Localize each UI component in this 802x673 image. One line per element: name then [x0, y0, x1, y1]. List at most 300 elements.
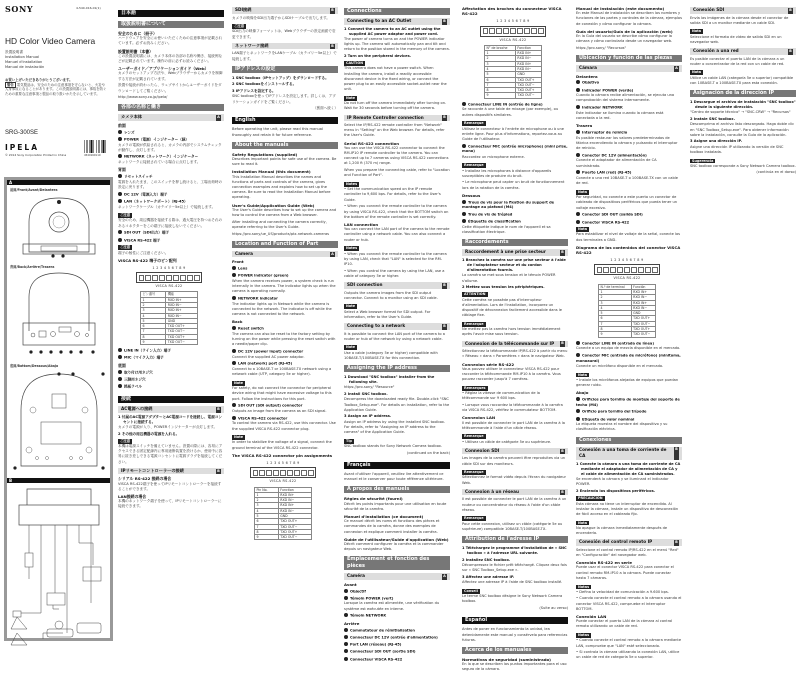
number-bullet-icon — [232, 296, 236, 300]
part-item — [576, 397, 682, 408]
number-bullet-icon — [118, 174, 122, 178]
numbered-step: 1 Download "SNC toolbox" installer from the following site. — [344, 375, 435, 385]
pin-function: RXD IN− — [515, 56, 541, 61]
figure-reference: B — [443, 18, 446, 23]
language-heading: 接続 — [118, 396, 224, 403]
figure-reference: A — [443, 574, 446, 579]
numbered-step: 1 SNC toolbox（IPセットアップ）をダウンロードする。 — [232, 75, 329, 80]
part-item — [118, 348, 224, 354]
body-text: ネットワークケーブル（カテゴリー5e以上）で接続します。 — [118, 204, 216, 209]
pin-function: TXD OUT− — [278, 535, 311, 540]
numbered-step: 1 Connect the camera to an AC outlet using the supplied AC power adaptor and power cord. — [344, 26, 441, 36]
part-name: LAN (network) port (RJ-45) — [238, 361, 293, 366]
figure-reference: B — [443, 323, 446, 328]
topic-heading: Serial RS-422 connection — [344, 140, 399, 146]
body-text: After installing and connecting the camera correctly, operate referring to the User's Guide. — [232, 219, 327, 229]
body-text: En la que se describen los puntos importantes para el uso seguro de la cámara. — [462, 662, 567, 672]
body-text: ハードウェアを安全にお使いいただくための注意事項が記載されています。必ずお読みください。 — [118, 36, 223, 46]
number-bullet-icon — [344, 589, 348, 593]
connector-plug-icon — [136, 272, 202, 283]
body-text: ネットワークに接続されている場合に点灯します。 — [118, 160, 201, 165]
part-item — [576, 353, 682, 364]
topic-heading: 前面 — [118, 122, 126, 128]
pin-number: 9 — [141, 339, 166, 344]
body-text: • Utilisez un câble de catégorie 5e ou supérieure. — [462, 439, 552, 444]
topic-heading: Diagrama de los contenidos del conector VISCA RS-422 — [576, 244, 681, 256]
body-text: Connect the supplied AC power adaptor. — [232, 354, 305, 359]
connector-label: VISCA RS-422 — [269, 479, 297, 484]
number-bullet-icon — [118, 192, 122, 196]
body-text: The camera can also be reset to the factory setting by turning on the power while pressing the reset switch with a needle/paper clip. — [232, 331, 336, 347]
section-heading: À propos des manuels — [344, 486, 450, 493]
topic-heading: Règles de sécurité (fourni) — [344, 496, 403, 502]
body-text: Envía las imágenes de la cámara desde el conector de salida SDI a un monitor mediante un cable SDI. — [690, 15, 789, 25]
topic-heading: Back — [232, 319, 243, 325]
body-text: Asigne una dirección IP utilizando la versión de SNC toolbox instalada. — [690, 144, 784, 154]
part-name: Connecteur MIC (entrée microphone) (mini prise, mono) — [462, 144, 568, 154]
camera-bottom-illustration — [7, 370, 110, 474]
pin-function: GND — [278, 513, 311, 518]
illustration-panel — [4, 177, 113, 641]
part-name: Orificio para tornillo del trípode — [582, 409, 647, 414]
note-block — [344, 437, 450, 444]
note-label: ご注意 — [234, 24, 245, 29]
subsection-title: ネットワーク接続 — [235, 42, 269, 48]
number-bullet-icon — [344, 635, 348, 639]
body-text: • When you connect the remote controller to the camera by using VISCA RS-422, check that the BOTTOM switch on the bottom of the remote controller is set correctly. — [344, 204, 449, 219]
figure-reference: B — [674, 447, 679, 459]
subsection-heading — [232, 43, 338, 50]
pin-function: TXD OUT− — [278, 524, 311, 529]
number-bullet-icon — [344, 596, 348, 600]
number-bullet-icon — [462, 212, 466, 216]
pin-row — [599, 332, 656, 337]
topic-heading: 設置説明書（本書） — [118, 48, 154, 54]
subsection-title: SDI接続 — [235, 7, 252, 12]
body-text: この設置説明書には、カメラ本体の各部の名称や働き、接続例などが記載されています。操作の前に必ずお読みください。 — [118, 53, 223, 64]
number-bullet-icon — [118, 355, 122, 359]
subsection-title: IPリモートコントローラーの接続 — [121, 467, 184, 473]
part-item — [344, 642, 450, 648]
subsection-heading — [118, 468, 224, 475]
body-text: Conecte a una red 10BASE-T o 100BASE-TX con un cable de red. — [576, 176, 678, 186]
part-name: Étiquette de classification — [468, 219, 521, 224]
manual-column — [232, 4, 338, 642]
numbered-step: 1 付属のAC電源アダプターとAC電源コードを接続し、電源コンセントに接続する。 — [118, 414, 222, 424]
topic-heading: 安全のために（冊子） — [118, 31, 157, 36]
note-label: ご注意 — [120, 438, 131, 443]
body-text: Se encenderá la cámara y se iluminará el indicador POWER. — [576, 477, 669, 487]
part-name: LAN（ネットワークポート）（RJ-45） — [124, 199, 188, 204]
number-bullet-icon — [576, 353, 580, 357]
topic-heading: Affectation des broches du connecteur VISCA RS-422 — [462, 6, 562, 17]
pin-number: 5 — [141, 318, 166, 323]
subsection-heading — [118, 406, 224, 413]
continued-label: （裏面へ続く） — [312, 106, 338, 111]
topic-heading: Front — [232, 259, 244, 265]
pin-function: TXD OUT− — [631, 332, 655, 337]
pin-number: 6 — [599, 316, 632, 321]
topic-heading: Connexion LAN — [462, 415, 496, 421]
part-name: Orificios para tornillo de montaje del soporte de techo (M4) — [576, 397, 680, 407]
document-code: 4-540-016-01(1) — [76, 6, 101, 10]
pin-number: 7 — [141, 329, 166, 334]
barcode — [84, 140, 108, 153]
section-heading: Attribution de l'adresse IP — [462, 536, 568, 543]
pin-number: 6 — [485, 77, 516, 82]
number-bullet-icon — [118, 230, 122, 234]
back-view-caption: 背面/Back/Arrière/Trasera — [10, 265, 55, 269]
body-text: カメラの電源が供給されると、カメラの内部でシステムチェックが動作し、点灯します。 — [118, 142, 222, 152]
pin-function: GND — [515, 72, 541, 77]
note-block — [576, 225, 682, 232]
part-item — [118, 377, 224, 383]
body-text: Para estabilizar el nivel de voltaje de la señal, conecte los dos terminales a GND. — [576, 232, 681, 242]
pin-number: 7 — [255, 524, 279, 529]
topic-heading: シリアル RS-422 接続の場合 — [118, 476, 172, 482]
figure-reference: B — [675, 539, 678, 544]
subtitle: Manuel d'installation — [5, 60, 43, 64]
subsection-title: Conexión del control remoto IP — [579, 539, 653, 545]
number-bullet-icon — [118, 348, 122, 352]
number-bullet-icon — [232, 326, 236, 330]
pin-function: RXD IN+ — [515, 61, 541, 66]
figure-reference: A — [331, 251, 334, 256]
topic-heading: Conexión RS-422 en serie — [576, 560, 633, 566]
pin-function: TXD OUT+ — [631, 316, 655, 321]
warning-label: 警告 — [7, 82, 14, 87]
note-block — [344, 94, 450, 101]
note-block — [690, 68, 796, 75]
part-name: POWER indicator (green) — [238, 273, 289, 278]
body-text: Es posible restaurar los valores predeterminados de fábrica encendiendo la cámara y pulsando el interruptor de reinicio. — [576, 135, 678, 151]
body-text: Puede conectar el puerto LAN de la cámara al control remoto utilizando un cable de red. — [576, 619, 673, 629]
pin-number: 3 — [599, 300, 632, 305]
body-text: For safety, do not connect the connector for peripheral device wiring that might have excessive voltage to this port. Follow the instructions for this port. — [232, 386, 332, 401]
note-block — [118, 437, 224, 444]
body-text: Descomprima el archivo listo descargado. Haga doble clic en "SNC Toolbox_Setup.exe". Para obtener información sobre la instalación, consulte la Guía de la aplicación. — [690, 122, 795, 137]
body-text: In order to stabilize the voltage of a signal, connect the ground terminal of the VISCA RS-422 connector. — [232, 440, 332, 450]
sony-logo: SONY — [5, 4, 34, 14]
pin-number: 2 — [485, 56, 516, 61]
number-bullet-icon — [118, 137, 122, 141]
body-text: カメラのセットアップ方法や、Webブラウザーからカメラを制御する方法が記載されています。 — [118, 71, 223, 81]
subtitle: Installation Manual — [5, 55, 40, 59]
part-item — [462, 144, 568, 155]
body-text: En este Manual de instalación se describen los nombres y funciones de las partes y controles de la cámara, ejemplos de conexión y cómo configurar la cámara. — [576, 11, 682, 26]
pin-assignment-diagram — [244, 461, 322, 540]
number-bullet-icon — [462, 144, 466, 148]
body-text: • Defina la velocidad de comunicación a 9.600 bps. — [576, 589, 669, 594]
number-bullet-icon — [232, 273, 236, 277]
part-name: Connecteur DC 12V (entrée d'alimentation) — [350, 635, 438, 640]
part-name: Lens — [238, 266, 248, 271]
subsection-title: IP Remote Controller connection — [347, 114, 424, 120]
pin-number: 7 — [599, 321, 632, 326]
part-name: NETWORK（ネットワーク）インジケーター — [124, 154, 199, 159]
note-label: Notes — [346, 246, 358, 251]
section-heading: IPアドレスの設定 — [232, 66, 338, 73]
note-block — [344, 59, 450, 66]
part-item — [344, 657, 450, 663]
barcode-number: 4540160110 — [84, 154, 101, 157]
subsection-heading — [344, 282, 450, 289]
subsection-heading — [344, 573, 450, 580]
part-name: Connecteur VISCA RS-422 — [350, 657, 403, 662]
part-name: SDI OUT（SDI出力）端子 — [124, 230, 170, 235]
pin-assignment-diagram — [130, 266, 208, 345]
note-label: Notas — [578, 584, 590, 589]
part-name: リセットスイッチ — [124, 174, 153, 179]
numbered-step: 2 Turn on the peripheral devices. — [344, 54, 412, 59]
note-label: Note — [234, 435, 244, 440]
note-block — [462, 587, 568, 594]
note-block — [462, 468, 568, 475]
part-name: 取り付け用ネジ穴 — [124, 370, 153, 375]
body-text: 安全のため、周辺機器を接続する際は、過大電圧を持つおそれのあるコネクターをこの端子に接続しないでください。 — [118, 218, 223, 228]
body-text: SNC toolboxを使ってIPアドレスを設定します。詳しくは、アプリケーションガイドをご覧ください。 — [232, 94, 336, 104]
product-title: HD Color Video Camera — [5, 36, 96, 46]
subtitle: 設置説明書 — [5, 50, 23, 54]
body-text: • Set the communication speed on the IP remote controller to 9,600 bps. For details, refer to the User's Guide. — [344, 187, 441, 202]
note-block — [576, 494, 682, 501]
part-name: Témoin POWER (vert) — [350, 596, 394, 601]
subsection-heading — [344, 323, 450, 330]
section-heading: 取扱説明書について — [118, 21, 224, 28]
number-bullet-icon — [576, 170, 580, 174]
part-name: Trou de vis de trépied — [468, 212, 513, 217]
note-block — [462, 290, 568, 297]
topic-heading: Avant — [344, 581, 357, 587]
number-bullet-icon — [232, 349, 236, 353]
number-bullet-icon — [576, 105, 580, 109]
connector-plug-icon — [480, 26, 546, 37]
warning-text: 電気製品は、安全のための注意事項を守らないと、火災や人身事故になることがあります。この設置説明書には、事故を防ぐための重要な注意事項と製品の取り扱いかたを示しています。 — [5, 82, 107, 96]
figure-reference: B — [789, 48, 792, 53]
pin-table — [140, 291, 198, 345]
note-label: Remarque — [464, 516, 484, 521]
note-label: Remarque — [464, 470, 484, 475]
body-text: 電源を入れたまま、このスイッチを押し続けると、工場出荷時の設定に戻ります。 — [118, 179, 223, 189]
pin-number: 9 — [255, 535, 279, 540]
body-text: Before operating the unit, please read this manual thoroughly and retain it for future reference. — [232, 127, 323, 137]
topic-heading: Safety Regulations (supplied) — [232, 151, 298, 157]
body-text: Raccordez un microphone externe. — [462, 154, 525, 159]
number-bullet-icon — [576, 88, 580, 92]
figure-reference: B — [217, 468, 220, 473]
topic-heading: Installation Manual (this document) — [232, 169, 311, 175]
note-block — [462, 384, 568, 391]
body-text: Puede usar el conector VISCA RS-422 para conectar el control remoto RM-IP10 a la cámara. Puede conectar hasta 7 cámaras. — [576, 565, 674, 580]
body-text: http://www.sony.co.jp/ipela/ — [118, 95, 168, 100]
pin-number: 1 — [255, 492, 279, 497]
body-text: LAN端子とネットワークをLANケーブル（カテゴリー5e以上）で接続します。 — [232, 51, 337, 61]
body-text: The indicator lights up in Network while the camera is connected to the network. The indicator is off while the camera is not connected to the network. — [232, 301, 332, 317]
language-heading: 日本語 — [118, 10, 224, 17]
topic-heading: Arrière — [344, 621, 360, 627]
ipela-logo: IPELA — [5, 143, 39, 152]
pin-function: TXD OUT− — [631, 321, 655, 326]
number-bullet-icon — [118, 154, 122, 158]
note-label: Nota — [692, 70, 702, 75]
note-label: Nota — [692, 29, 702, 34]
subsection-title: Conexión a una red — [693, 48, 739, 54]
pin-table — [598, 284, 656, 338]
section-heading: Conexiones — [576, 437, 682, 444]
function-header: Función — [631, 284, 655, 289]
pin-function: RXD IN+ — [631, 289, 655, 294]
part-name: Conector LINE IN (entrada de línea) — [582, 341, 654, 346]
pin-function: TXD OUT+ — [515, 88, 541, 93]
part-name: SDI OUT (SDI output) connector — [238, 403, 303, 408]
pin-number: 6 — [255, 519, 279, 524]
part-item — [462, 200, 568, 211]
section-heading: Ubicación y función de las piezas — [576, 55, 682, 62]
numbered-step: 1 Téléchargez le programme d'installation de « SNC toolbox » à l'adresse URL suivante. — [462, 546, 567, 556]
number-bullet-icon — [576, 212, 580, 216]
section-heading: Acerca de los manuales — [462, 647, 568, 654]
number-bullet-icon — [118, 199, 122, 203]
figure-reference: B — [217, 406, 220, 411]
body-text: Décompressez le fichier prêt téléchargé. Cliquez deux fois sur « SNC Toolbox_Setup.exe ». — [462, 563, 567, 573]
note-label: CAUTION — [346, 61, 364, 66]
part-item — [118, 355, 224, 361]
part-name: Objetivo — [582, 80, 600, 85]
number-bullet-icon — [576, 409, 580, 413]
note-label: Nota — [578, 189, 588, 194]
body-text: Il est possible de connecter le port LAN de la caméra à la télécommande à l'aide d'un câble réseau. — [462, 420, 565, 430]
pin-number: 4 — [141, 313, 166, 318]
body-text: Cuando la cámara recibe alimentación, se ejecuta una comprobación del sistema internamente. — [576, 93, 675, 103]
manual-titles — [5, 50, 108, 70]
section-heading: Asignación de la dirección IP — [690, 90, 796, 97]
pin-number: 2 — [255, 498, 279, 503]
note-block — [344, 343, 450, 350]
pin-function: TXD OUT− — [515, 82, 541, 87]
body-text: Vous pouvez utiliser le connecteur VISCA RS-422 pour raccorder la télécommande RM-IP10 à la caméra. Vous pouvez raccorder jusqu'à 7 caméras. — [462, 366, 561, 382]
pin-function: RXD IN− — [631, 305, 655, 310]
number-bullet-icon — [576, 341, 580, 345]
note-block — [232, 433, 338, 440]
note-block — [344, 302, 450, 309]
pin-function: TXD OUT+ — [166, 324, 198, 329]
body-text: Décrit comment configurer la caméra et la commander depuis un navigateur Web. — [344, 541, 444, 552]
body-text: Esta cámara no tiene un interruptor de encendido. Al instalar la cámara, instale un dispositivo de desconexión de fácil acceso en el cableado fijo. — [576, 501, 679, 516]
pin-header: N.º de terminal — [599, 284, 632, 289]
body-text: En la Guía del usuario se describe cómo configurar la cámara y cómo controlarla desde un navegador web. — [576, 34, 673, 44]
subsection-title: Connecting to a network — [347, 323, 406, 329]
pin-table — [254, 487, 312, 541]
body-text: https://pro.sony/ue_US/products/ptz-network-cameras — [232, 231, 330, 236]
pin-number: 8 — [255, 529, 279, 534]
pin-function: TXD OUT− — [166, 339, 198, 344]
body-text: • Le microphone peut capter un bruit de fonctionnement lors de la rotation de la caméra. — [462, 180, 565, 190]
numbered-step: 2 Mettez sous tension les périphériques. — [462, 285, 545, 290]
model-number: SRG-300SE — [5, 130, 39, 136]
subsection-title: Raccordement à une prise secteur — [465, 249, 546, 255]
body-text: Por seguridad, no conecte a este puerto un conector de cableado de dispositivos periféricos que pueda tener un voltaje excesivo. — [576, 195, 678, 210]
note-label: Remarque — [464, 434, 484, 439]
subtitle: Manual de instalación — [5, 65, 45, 69]
cover — [0, 0, 113, 100]
subsection-heading — [576, 65, 682, 72]
numbered-step: 3 Asigne una dirección IP. — [690, 139, 742, 144]
section-a-label: A — [7, 180, 110, 185]
body-text: Pour cette connexion, utilisez un câble (catégorie 5e ou supérieure) compatible 10BASE-T/100BASE-TX. — [462, 521, 563, 531]
manual-column — [118, 4, 224, 642]
subsection-heading — [462, 341, 568, 348]
part-item — [576, 409, 682, 415]
number-bullet-icon — [232, 266, 236, 270]
subsection-title: Connexion à un réseau — [465, 488, 519, 494]
part-item — [344, 635, 450, 641]
topic-heading: Delantera — [576, 73, 598, 79]
part-name: 三脚用ネジ穴 — [124, 377, 146, 382]
subsection-title: Connexion SDI — [465, 447, 500, 453]
body-text: Antes de poner en funcionamiento la unidad, lea detenidamente este manual y consérvelo para referencias futuras. — [462, 627, 568, 642]
body-text: 設置や接続が終わったら、ウェブサイトからユーザーガイドをダウンロードしてご覧ください。 — [118, 83, 222, 93]
body-text: • When you control the camera by using the LAN, use a cable of category 5e or higher. — [344, 268, 445, 278]
pin-function: GND — [166, 318, 198, 323]
number-bullet-icon — [462, 102, 466, 106]
note-block — [576, 519, 682, 526]
topic-heading: The VISCA RS-422 connector pin assignments — [232, 452, 333, 458]
pin-assignment-diagram — [588, 258, 666, 337]
pin-numbers: 1 2 3 4 5 6 7 8 9 — [496, 19, 530, 24]
subsection-title: Connexion de la télécommande sur IP — [465, 340, 555, 346]
pin-number: 4 — [255, 508, 279, 513]
note-label: Remarque — [464, 121, 484, 126]
body-text: Conecte el adaptador de alimentación de CA suministrado. — [576, 158, 657, 168]
note-label: Remarque — [464, 163, 484, 168]
warning-block — [5, 78, 108, 96]
body-text: • Cuando conecte el control remoto a la cámara mediante LAN, compruebe que "LAN" esté seleccionado. — [576, 638, 682, 648]
body-text: Sélectionnez la télécommande IP/RS-422 à partir du menu « Réseau » dans « Paramètres » dans le navigateur Web. — [462, 349, 568, 359]
note-label: Note — [346, 304, 356, 309]
topic-heading: 底面 — [118, 363, 126, 369]
body-text: The power of camera turns on and the POWER indicator lights up. The camera will automatically pan and tilt and return to the position stored in the memory of the camera. — [344, 36, 450, 52]
topic-heading: LAN接続の場合 — [118, 493, 147, 499]
note-label: Nota — [578, 227, 588, 232]
pin-number: 5 — [255, 513, 279, 518]
pin-header: N° de broche — [485, 45, 516, 50]
body-text: • Instale los micrófonos alejados de equipos que puedan generar ruido. — [576, 377, 679, 388]
part-name: Port LAN (réseau) (RJ-45) — [350, 642, 402, 647]
part-name: Conector MIC (entrada de micrófono) (minitoma, monoaural) — [576, 353, 681, 363]
pin-function: TXD OUT− — [166, 329, 198, 334]
pin-number: 1 — [485, 51, 516, 56]
pin-numbers: 1 2 3 4 5 6 7 8 9 — [266, 461, 300, 466]
part-name: Trous de vis pour la fixation du support de montage au plafond (M4) — [462, 200, 555, 210]
number-bullet-icon — [344, 657, 348, 661]
pin-function: RXD IN− — [166, 302, 198, 307]
body-text: SNC toolbox corresponde a Sony Network Camera toolbox. — [690, 163, 796, 168]
body-text: Les images de la caméra peuvent être reproduites via un câble SDI sur des moniteurs. — [462, 456, 566, 466]
numbered-step: 2 その他の周辺機器の電源を入れる。 — [118, 431, 180, 436]
pin-number: 4 — [485, 67, 516, 72]
topic-heading: Dessous — [462, 192, 481, 198]
part-name: Conector VISCA RS-422 — [582, 220, 630, 224]
body-text: "Centro de soporte técnico" → "SNC-CRW" → "Recursos" — [690, 110, 791, 115]
part-name: Commutateur de réinitialisation — [350, 628, 415, 633]
note-block — [462, 514, 568, 521]
body-text: Utilice un cable LAN (categoría 5e o superior) compatible con 10BASE-T o 100BASE-TX para esta conexión. — [690, 75, 794, 85]
numbered-step: 3 IPアドレスを設定する。 — [232, 89, 276, 94]
number-bullet-icon — [232, 361, 236, 365]
pin-function: RXD IN+ — [631, 300, 655, 305]
pin-assignment-diagram — [474, 19, 552, 98]
subsection-title: Conexión SDI — [693, 7, 725, 12]
